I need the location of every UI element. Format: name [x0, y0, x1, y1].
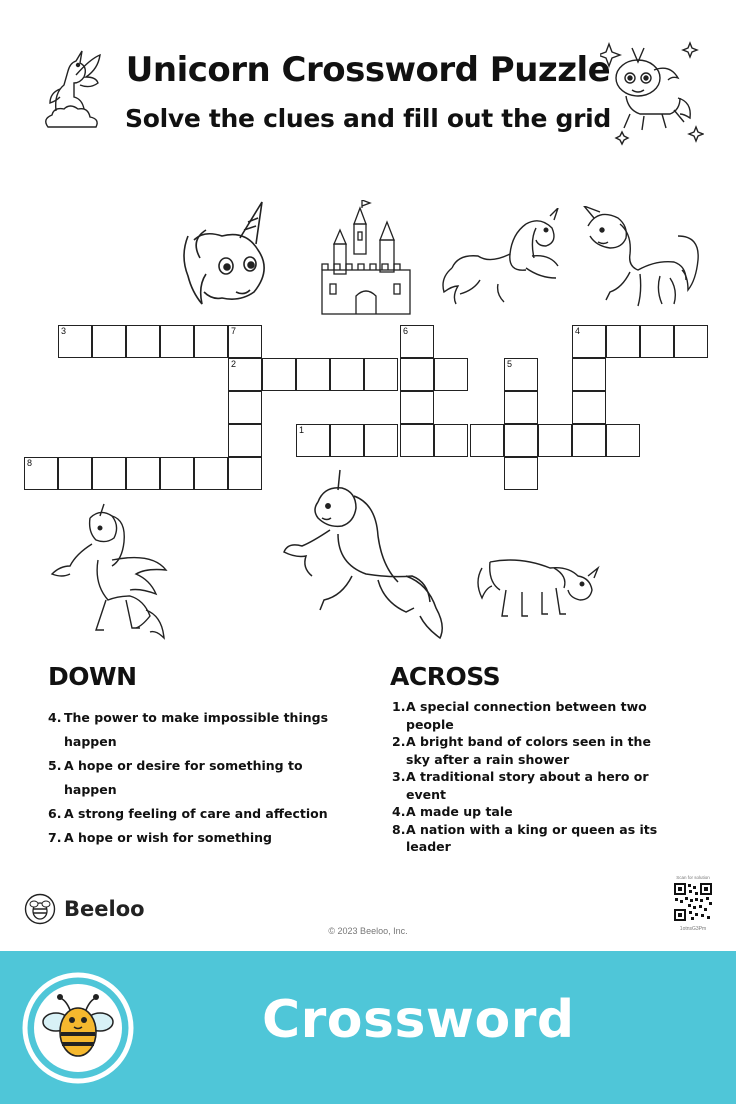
unicorn-head-illustration — [180, 200, 276, 318]
across-clue — [392, 733, 692, 751]
clue-number: 6. — [48, 806, 62, 821]
grid-cell[interactable] — [296, 424, 330, 457]
grid-cell[interactable] — [228, 325, 262, 358]
grid-cell[interactable] — [470, 424, 504, 457]
grid-cell[interactable] — [194, 457, 228, 490]
grid-cell[interactable] — [572, 358, 606, 391]
grid-cell[interactable] — [296, 358, 330, 391]
clue-number: 7. — [48, 830, 62, 845]
clue-text: A made up tale — [406, 804, 513, 819]
grid-cell[interactable] — [606, 424, 640, 457]
clue-text: event — [406, 786, 446, 802]
clue-text: sky after a rain shower — [406, 751, 570, 767]
grid-cell[interactable] — [400, 358, 434, 391]
grid-cell[interactable] — [228, 457, 262, 490]
down-clue-list — [48, 706, 348, 850]
clue-number: 8 — [27, 458, 33, 468]
grid-cell[interactable] — [160, 457, 194, 490]
clue-text: leader — [406, 839, 451, 854]
clue-text: A strong feeling of care and affection — [64, 806, 328, 821]
winged-unicorn-illustration — [46, 500, 172, 642]
down-clue — [48, 826, 348, 850]
grid-cell[interactable] — [572, 391, 606, 424]
qr-code-text: 1otnsG3Pm — [679, 926, 707, 932]
grid-cell[interactable] — [228, 391, 262, 424]
clue-number: 4 — [575, 326, 581, 336]
down-heading: DOWN — [48, 662, 137, 691]
clue-number: 4. — [48, 710, 62, 725]
clue-number: 4. — [392, 804, 406, 819]
clue-text: A nation with a king or queen as its — [406, 821, 658, 837]
clue-text: A hope or wish for something — [64, 830, 272, 845]
grid-cell[interactable] — [400, 325, 434, 358]
brand-logo[interactable] — [24, 893, 145, 925]
down-clue — [48, 754, 348, 778]
grid-cell[interactable] — [674, 325, 708, 358]
clue-number: 1 — [299, 425, 305, 435]
qr-caption: Scan for solution — [676, 875, 710, 880]
clue-text: people — [406, 716, 454, 732]
down-clue — [48, 802, 348, 826]
grid-cell[interactable] — [504, 424, 538, 457]
grid-cell[interactable] — [330, 358, 364, 391]
grid-cell[interactable] — [58, 457, 92, 490]
grid-cell[interactable] — [572, 325, 606, 358]
grid-cell[interactable] — [126, 325, 160, 358]
page-subtitle: Solve the clues and fill out the grid — [124, 104, 612, 133]
clue-number: 5 — [507, 359, 513, 369]
grid-cell[interactable] — [364, 424, 398, 457]
winged-unicorn-cloud-illustration — [40, 45, 106, 137]
copyright: © 2023 Beeloo, Inc. — [328, 926, 408, 936]
running-unicorn-illustration — [440, 208, 568, 310]
cheerful-unicorn-stars-illustration — [600, 40, 704, 148]
grid-cell[interactable] — [24, 457, 58, 490]
grid-cell[interactable] — [160, 325, 194, 358]
bee-icon — [24, 893, 56, 925]
page-title: Unicorn Crossword Puzzle — [125, 50, 611, 90]
bee-mascot-icon — [22, 972, 134, 1084]
grid-cell[interactable] — [228, 424, 262, 457]
clue-number: 5. — [48, 758, 62, 773]
grid-cell[interactable] — [400, 424, 434, 457]
grid-cell[interactable] — [434, 358, 468, 391]
grid-cell[interactable] — [606, 325, 640, 358]
grid-cell[interactable] — [92, 457, 126, 490]
clue-number: 6 — [403, 326, 409, 336]
clue-number: 1. — [392, 699, 406, 714]
grid-cell[interactable] — [640, 325, 674, 358]
grid-cell[interactable] — [330, 424, 364, 457]
banner-title: Crossword — [262, 990, 575, 1050]
grid-cell[interactable] — [504, 358, 538, 391]
grid-cell[interactable] — [228, 358, 262, 391]
grid-cell[interactable] — [504, 457, 538, 490]
grid-cell[interactable] — [262, 358, 296, 391]
prancing-unicorn-illustration — [580, 206, 702, 318]
rearing-unicorn-illustration — [282, 466, 452, 644]
clue-number: 2 — [231, 359, 237, 369]
clue-text: A special connection between two — [406, 699, 647, 714]
grid-cell[interactable] — [92, 325, 126, 358]
clue-text: A hope or desire for something to — [64, 758, 303, 773]
across-clue — [392, 768, 692, 786]
grid-cell[interactable] — [434, 424, 468, 457]
across-heading: ACROSS — [390, 662, 501, 691]
clue-number: 7 — [231, 326, 237, 336]
grid-cell[interactable] — [126, 457, 160, 490]
clue-text: The power to make impossible things — [64, 710, 329, 725]
clue-number: 3 — [61, 326, 67, 336]
castle-illustration — [318, 200, 414, 318]
clue-text: A traditional story about a hero or — [406, 769, 649, 784]
grid-cell[interactable] — [58, 325, 92, 358]
clue-text: happen — [64, 734, 117, 749]
clue-number: 2. — [392, 734, 406, 749]
grid-cell[interactable] — [364, 358, 398, 391]
grazing-unicorn-illustration — [472, 548, 602, 622]
grid-cell[interactable] — [572, 424, 606, 457]
clue-number: 8. — [392, 821, 406, 837]
qr-block[interactable] — [670, 875, 716, 932]
grid-cell[interactable] — [538, 424, 572, 457]
across-clue — [392, 698, 692, 716]
across-clue — [392, 821, 692, 839]
clue-number: 3. — [392, 769, 406, 784]
across-clue — [392, 803, 692, 821]
brand-name: Beeloo — [64, 897, 145, 921]
grid-cell[interactable] — [400, 391, 434, 424]
grid-cell[interactable] — [504, 391, 538, 424]
down-clue — [48, 706, 348, 730]
across-clue-list — [392, 698, 692, 856]
clue-text: A bright band of colors seen in the — [406, 734, 651, 749]
qr-code-icon — [673, 882, 713, 922]
clue-text: happen — [64, 782, 117, 797]
grid-cell[interactable] — [194, 325, 228, 358]
